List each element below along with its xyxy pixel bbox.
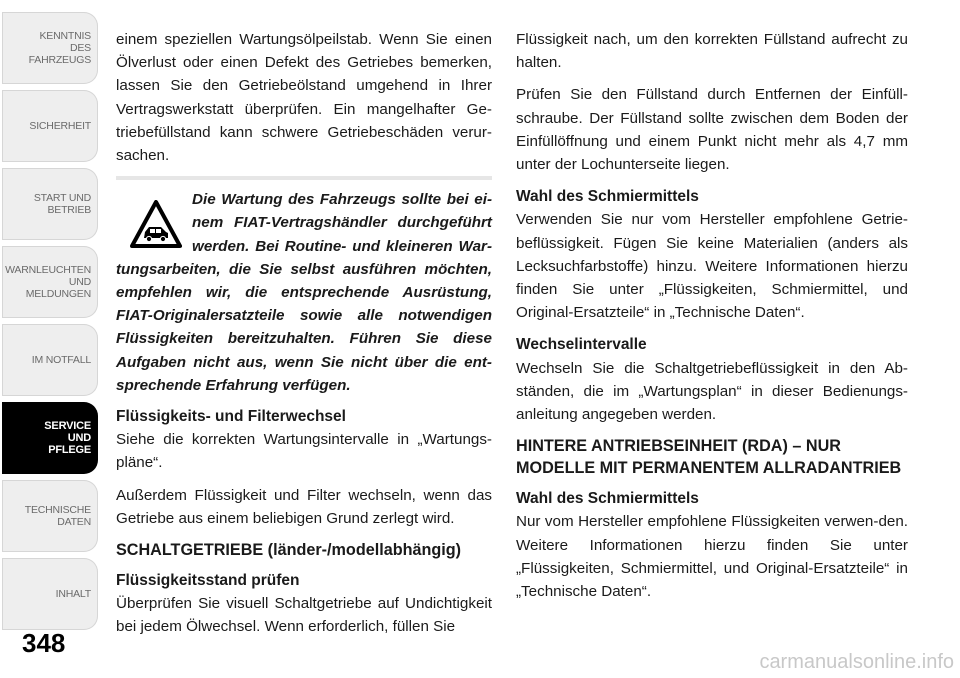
tab-inhalt[interactable] bbox=[2, 558, 98, 630]
tab-label: IM NOTFALL bbox=[31, 354, 91, 366]
tab-warnleuchten-und-meldungen[interactable] bbox=[2, 246, 98, 318]
heading-manual-transmission: SCHALTGETRIEBE (länder-/modellabhängig) bbox=[116, 541, 462, 560]
warning-box bbox=[116, 176, 492, 397]
tab-start-und-betrieb[interactable] bbox=[2, 168, 98, 240]
heading-fluid-filter-change: Flüssigkeits- und Filterwechsel bbox=[116, 408, 346, 426]
tab-kenntnis-des-fahrzeugs[interactable] bbox=[2, 12, 98, 84]
heading-change-intervals: Wechselintervalle bbox=[516, 336, 647, 354]
warning-text: Die Wartung des Fahrzeugs sollte bei ei-nem FIAT-Vertragshändler durchgeführt werden. Bei Routine- und kleineren War-tungsarbeiten, die Sie selbst ausführen möchten, empfehlen wir, die entsprechende Ausrüstung, FIAT-Originalersatzteile sowie alle notwendigen Flüssigkeiten bereitzuhalten. Führen Sie diese Aufgaben nicht aus, wenn Sie nicht über die ent-sprechende Erfahrung verfügen. bbox=[116, 191, 492, 394]
fluids-paragraph-2: Außerdem Flüssigkeit und Filter wechseln, wenn das Getriebe aus einem beliebigen Grund zerlegt wird. bbox=[116, 486, 492, 527]
tab-label: WARNLEUCHTEN UND MELDUNGEN bbox=[5, 264, 91, 300]
warning-car-icon bbox=[130, 200, 182, 248]
tab-label: SICHERHEIT bbox=[29, 120, 91, 132]
rda-lubricant-paragraph: Nur vom Hersteller empfohlene Flüssigkeiten verwen-den. Weitere Informationen hierzu finden Sie unter „Flüssigkeiten, Schmiermittel, und Original-Ersatzteile“ in „Technische Daten“. bbox=[516, 513, 908, 601]
watermark: carmanualsonline.info bbox=[759, 651, 954, 673]
tab-label: KENNTNIS DES FAHRZEUGS bbox=[28, 30, 91, 66]
tab-im-notfall[interactable] bbox=[2, 324, 98, 396]
fluids-paragraph-1: Siehe die korrekten Wartungsintervalle in „Wartungs-pläne“. bbox=[116, 431, 492, 472]
tab-label: INHALT bbox=[55, 588, 91, 600]
left-column bbox=[116, 28, 492, 648]
tab-service-und-pflege[interactable] bbox=[2, 402, 98, 474]
page-number: 348 bbox=[22, 628, 66, 658]
tab-technische-daten[interactable] bbox=[2, 480, 98, 552]
heading-check-fluid-level: Flüssigkeitsstand prüfen bbox=[116, 572, 300, 590]
tab-label: SERVICE UND PFLEGE bbox=[44, 420, 91, 456]
intro-paragraph: einem speziellen Wartungsölpeilstab. Wenn Sie einen Ölverlust oder einen Defekt des Getriebes bemerken, lassen Sie den Getriebeölstand umgehend in Ihrer Vertragswerkstatt überprüfen. Ein mangelhafter Ge-triebefüllstand kann schwere Getriebeschäden verur-sachen. bbox=[116, 31, 492, 165]
check-paragraph: Prüfen Sie den Füllstand durch Entfernen der Einfüll-schraube. Der Füllstand sollte zwischen dem Boden der Einfüllöffnung und einem Punkt nicht mehr als 4,7 mm unter der Lochunterseite liegen. bbox=[516, 86, 908, 174]
level-paragraph: Überprüfen Sie visuell Schaltgetriebe auf Undichtigkeit bei jedem Ölwechsel. Wenn erforderlich, füllen Sie bbox=[116, 595, 492, 636]
heading-rear-drive-assembly: HINTERE ANTRIEBSEINHEIT (RDA) – NUR MODELLE MIT PERMANENTEM ALLRADANTRIEB bbox=[516, 437, 902, 478]
heading-lubricant-selection-rda: Wahl des Schmiermittels bbox=[516, 490, 699, 508]
continued-paragraph: Flüssigkeit nach, um den korrekten Füllstand aufrecht zu halten. bbox=[516, 31, 908, 72]
right-column bbox=[516, 28, 908, 612]
tab-sicherheit[interactable] bbox=[2, 90, 98, 162]
tab-label: START UND BETRIEB bbox=[33, 192, 91, 216]
chapter-sidebar bbox=[0, 0, 104, 678]
tab-label: TECHNISCHE DATEN bbox=[24, 504, 91, 528]
lubricant-paragraph: Verwenden Sie nur vom Hersteller empfohlene Getrie-beflüssigkeit. Fügen Sie keine Materialien (anders als Lecksuchfarbstoffe) hinzu. Weitere Informationen hierzu finden Sie unter „Flüssigkeiten, Schmiermittel, und Original-Ersatzteile“ in „Technische Daten“. bbox=[516, 211, 908, 322]
intervals-paragraph: Wechseln Sie die Schaltgetriebeflüssigkeit in den Ab-ständen, die im „Wartungsplan“ in dieser Bedienungs-anleitung angegeben werden. bbox=[516, 359, 908, 424]
heading-lubricant-selection: Wahl des Schmiermittels bbox=[516, 188, 699, 206]
